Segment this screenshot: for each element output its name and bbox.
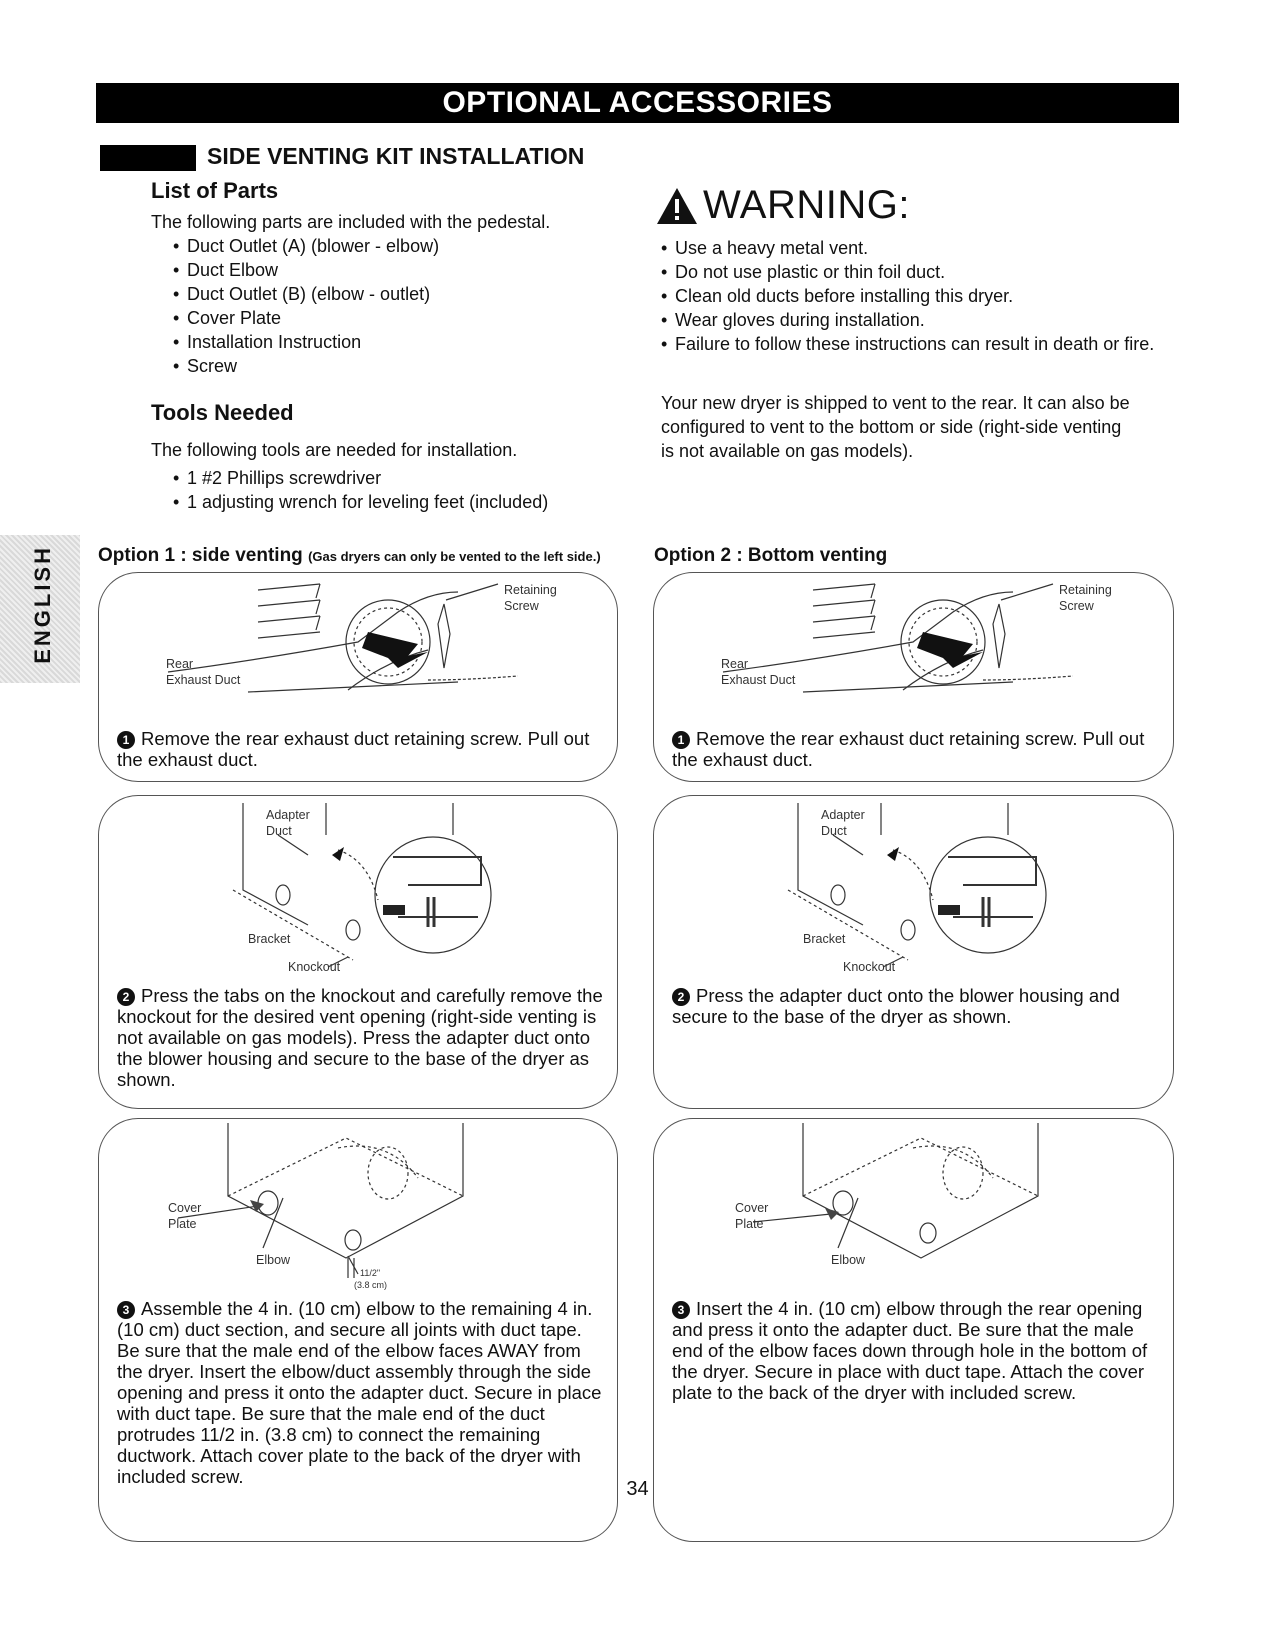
list-item: • Cover Plate — [173, 306, 439, 330]
list-item: • Screw — [173, 354, 439, 378]
duct-label: Duct — [821, 824, 847, 838]
list-item: • 1 adjusting wrench for leveling feet (included) — [173, 490, 548, 514]
option1-title: Option 1 : side venting (Gas dryers can only be vented to the left side.) — [98, 545, 601, 566]
knockout-label: Knockout — [843, 960, 896, 974]
tools-intro: The following tools are needed for installation. — [151, 440, 518, 460]
section-marker — [100, 145, 196, 171]
retaining-label: Retaining — [504, 583, 557, 597]
screw-label: Screw — [504, 599, 539, 613]
step-number: 1 — [672, 731, 690, 749]
language-tab-label: ENGLISH — [30, 545, 55, 664]
parts-list — [173, 234, 439, 378]
parts-heading: List of Parts — [151, 178, 279, 203]
step-number: 3 — [672, 1301, 690, 1319]
cover-label: Cover — [168, 1201, 202, 1215]
parts-intro: The following parts are included with the pedestal. — [151, 212, 551, 232]
exhaust-duct-label: Exhaust Duct — [721, 673, 796, 687]
adapter-label: Adapter — [266, 808, 310, 822]
list-item: • Wear gloves during installation. — [661, 308, 1181, 332]
option2-step2-text: 2 Press the adapter duct onto the blower housing and secure to the base of the dryer as shown. — [672, 985, 1120, 1027]
rear-label: Rear — [721, 657, 749, 671]
tools-heading: Tools Needed — [151, 400, 294, 425]
page-number: 34 — [626, 1478, 649, 1500]
retaining-label: Retaining — [1059, 583, 1112, 597]
option2-step1-illustration — [653, 572, 1172, 722]
page-header: OPTIONAL ACCESSORIES — [96, 83, 1179, 123]
knockout-label: Knockout — [288, 960, 341, 974]
list-item: • 1 #2 Phillips screwdriver — [173, 466, 548, 490]
option1-note: (Gas dryers can only be vented to the left side.) — [308, 549, 601, 564]
elbow-label: Elbow — [256, 1253, 291, 1267]
option2-step3-text: 3 Insert the 4 in. (10 cm) elbow through the rear opening and press it onto the adapter duct. Be sure that the male end of the elbow faces down through hole in the bottom of the dryer. Secure in place with duct tape. Attach the cover plate to the back of the dryer with included screw. — [672, 1298, 1148, 1403]
list-item: • Installation Instruction — [173, 330, 439, 354]
list-item: • Duct Elbow — [173, 258, 439, 282]
dimension-metric-label: (3.8 cm) — [354, 1280, 388, 1290]
dimension-label: 11/2" — [360, 1268, 381, 1278]
list-item: • Duct Outlet (A) (blower - elbow) — [173, 234, 439, 258]
section-title: SIDE VENTING KIT INSTALLATION — [207, 143, 585, 169]
warning-title — [655, 183, 910, 228]
option2-step2-illustration — [653, 795, 1172, 985]
option1-step1-illustration — [98, 572, 616, 722]
bracket-label: Bracket — [248, 932, 291, 946]
duct-label: Duct — [266, 824, 292, 838]
warning-title-text: WARNING: — [703, 183, 910, 227]
warning-note: Your new dryer is shipped to vent to the rear. It can also be configured to vent to the bottom or side (right-side venting is not available on gas models). — [661, 393, 1130, 461]
exhaust-duct-label: Exhaust Duct — [166, 673, 241, 687]
language-tab — [0, 535, 80, 683]
option2-title: Option 2 : Bottom venting — [654, 545, 888, 566]
option1-step3-illustration — [98, 1118, 616, 1298]
elbow-label: Elbow — [831, 1253, 866, 1267]
cover-label: Cover — [735, 1201, 769, 1215]
plate-label: Plate — [735, 1217, 764, 1231]
option1-step2-illustration — [98, 795, 616, 985]
tools-list — [173, 466, 548, 514]
rear-label: Rear — [166, 657, 194, 671]
option1-step3-text: 3 Assemble the 4 in. (10 cm) elbow to the remaining 4 in.(10 cm) duct section, and secure all joints with duct tape. Be sure that the male end of the elbow faces AWAY from the dryer. Insert the elbow/duct assembly through the side opening and press it onto the adapter duct. Secure in place with duct tape. Be sure that the male end of the duct protrudes 11/2 in. (3.8 cm) to connect the remaining ductwork. Attach cover plate to the back of the dryer with included screw. — [117, 1298, 602, 1487]
option1-step1-text: 1 Remove the rear exhaust duct retaining screw. Pull out the exhaust duct. — [117, 728, 590, 770]
step-number: 2 — [117, 988, 135, 1006]
list-item: • Use a heavy metal vent. — [661, 236, 1181, 260]
list-item: • Do not use plastic or thin foil duct. — [661, 260, 1181, 284]
bracket-label: Bracket — [803, 932, 846, 946]
list-item: • Failure to follow these instructions can result in death or fire. — [661, 332, 1181, 356]
warning-triangle-icon — [655, 186, 699, 226]
list-item: • Duct Outlet (B) (elbow - outlet) — [173, 282, 439, 306]
warning-list — [661, 236, 1181, 356]
step-number: 3 — [117, 1301, 135, 1319]
option2-step3-illustration — [653, 1118, 1172, 1298]
adapter-label: Adapter — [821, 808, 865, 822]
plate-label: Plate — [168, 1217, 197, 1231]
step-number: 2 — [672, 988, 690, 1006]
option1-step2-text: 2 Press the tabs on the knockout and carefully remove the knockout for the desired vent opening (right-side venting is not available on gas models). Press the adapter duct onto the blower housing and secure to the base of the dryer as shown. — [117, 985, 603, 1090]
option2-step1-text: 1 Remove the rear exhaust duct retaining screw. Pull out the exhaust duct. — [672, 728, 1145, 770]
list-item: • Clean old ducts before installing this dryer. — [661, 284, 1181, 308]
step-number: 1 — [117, 731, 135, 749]
screw-label: Screw — [1059, 599, 1094, 613]
